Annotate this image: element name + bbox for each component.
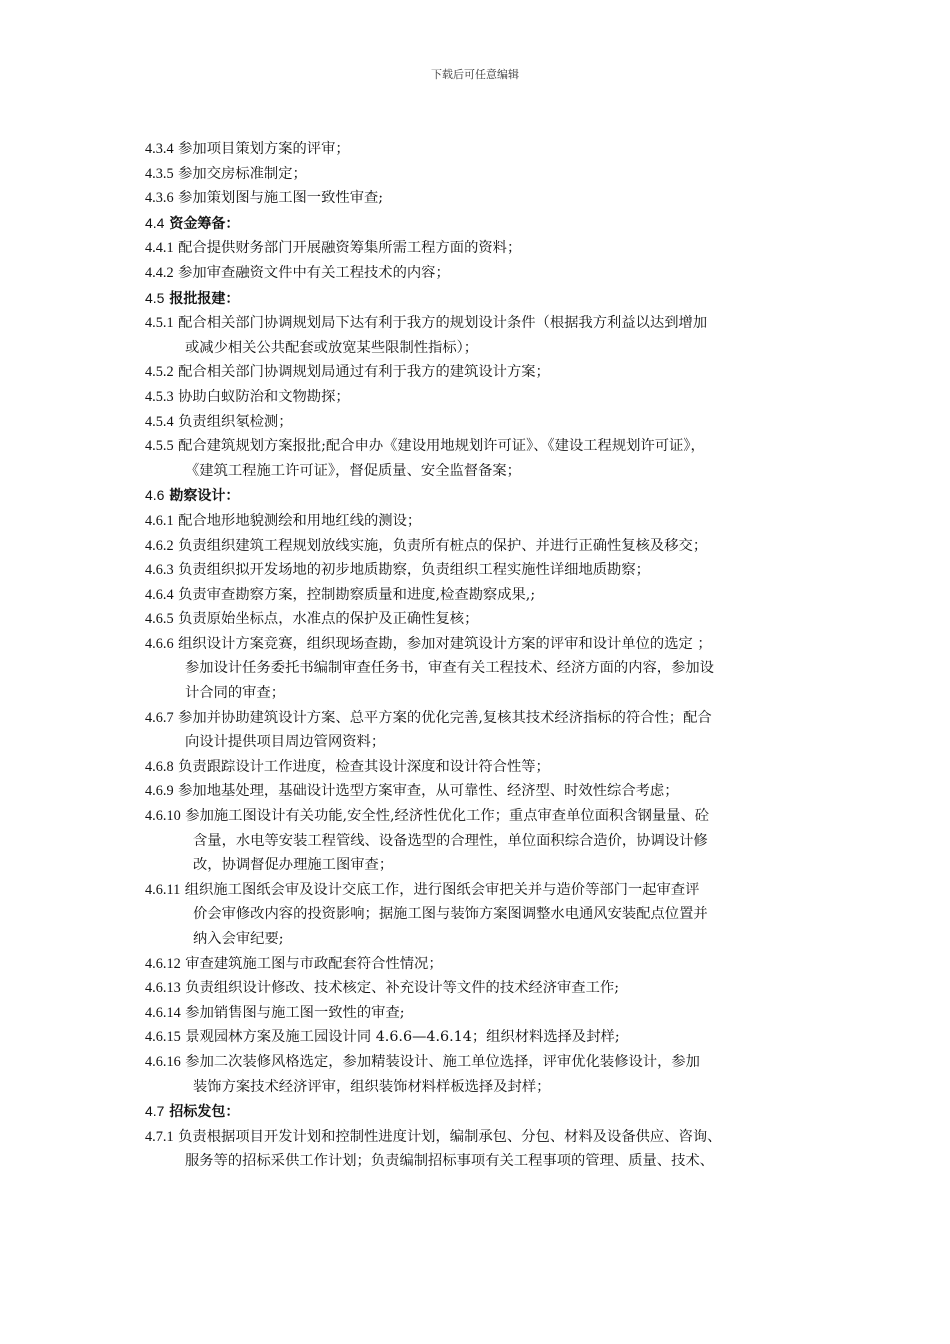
clause-number: 4.7: [145, 1103, 165, 1120]
clause-text: 负责组织氡检测；: [173, 413, 293, 430]
clause-item: [145, 236, 817, 261]
clause-text: 负责组织设计修改、技术核定、补充设计等文件的技术经济审查工作;: [180, 980, 620, 997]
clause-number: 4.5.4: [145, 413, 174, 430]
clause-item: [145, 607, 817, 632]
clause-number: 4.4.2: [145, 264, 174, 281]
section-heading: [145, 211, 817, 237]
clause-number: 4.6.7: [145, 709, 174, 726]
clause-number: 4.5.1: [145, 315, 174, 332]
clause-text: 负责原始坐标点，水准点的保护及正确性复核；: [173, 611, 479, 628]
clause-text: 审查建筑施工图与市政配套符合性情况；: [180, 955, 443, 972]
clause-text: 负责跟踪设计工作进度，检查其设计深度和设计符合性等；: [173, 758, 550, 775]
clause-continuation: 参加设计任务委托书编制审查任务书，审查有关工程技术、经济方面的内容，参加设: [185, 660, 714, 677]
document-body: [145, 137, 817, 1174]
clause-text: 资金筹备：: [164, 215, 240, 232]
clause-text: 招标发包：: [164, 1104, 240, 1121]
clause-item: [145, 1025, 817, 1050]
clause-number: 4.6.11: [145, 881, 181, 898]
clause-item: [145, 632, 817, 657]
clause-continuation: 服务等的招标采供工作计划；负责编制招标事项有关工程事项的管理、质量、技术、: [185, 1153, 714, 1170]
clause-item: [145, 779, 817, 804]
clause-item: [145, 360, 817, 385]
clause-text: 参加二次装修风格选定，参加精装设计、施工单位选择，评审优化装修设计，参加: [180, 1053, 700, 1070]
clause-text: 参加销售图与施工图一致性的审查;: [180, 1004, 405, 1021]
clause-text: 配合地形地貌测绘和用地红线的测设；: [173, 512, 422, 529]
clause-number: 4.6.5: [145, 611, 174, 628]
clause-item: [145, 804, 817, 829]
clause-continuation: 或减少相关公共配套或放宽某些限制性指标）；: [185, 339, 479, 356]
clause-number: 4.6.16: [145, 1053, 181, 1070]
clause-item: [145, 385, 817, 410]
clause-continuation: 计合同的审查；: [185, 685, 286, 702]
clause-number: 4.7.1: [145, 1128, 174, 1145]
clause-number: 4.6.2: [145, 537, 174, 554]
clause-text: 参加项目策划方案的评审；: [173, 141, 350, 157]
clause-text: 参加策划图与施工图一致性审查;: [173, 190, 384, 207]
clause-item: [145, 186, 817, 211]
clause-continuation: 《建筑工程施工许可证》，督促质量、安全监督备案；: [185, 462, 521, 479]
clause-text: 参加交房标准制定；: [173, 165, 307, 182]
clause-continuation: 装饰方案技术经济评审，组织装饰材料样板选择及封样；: [193, 1078, 551, 1095]
clause-text: 组织设计方案竞赛，组织现场查勘，参加对建筑设计方案的评审和设计单位的选定 ；: [173, 635, 712, 652]
clause-item: [145, 558, 817, 583]
clause-text: 参加审查融资文件中有关工程技术的内容；: [173, 264, 450, 281]
clause-item: [145, 976, 817, 1001]
clause-continuation: 向设计提供项目周边管网资料；: [185, 734, 386, 751]
clause-item: [145, 410, 817, 435]
clause-number: 4.6.6: [145, 635, 174, 652]
clause-number: 4.6: [145, 487, 165, 504]
clause-item: [145, 434, 817, 459]
clause-item: [145, 878, 817, 903]
clause-number: 4.6.8: [145, 758, 174, 775]
clause-number: 4.5.3: [145, 388, 174, 405]
section-heading: [145, 483, 817, 509]
clause-number: 4.6.13: [145, 980, 181, 997]
clause-text: 配合相关部门协调规划局通过有利于我方的建筑设计方案；: [173, 364, 550, 381]
clause-text: 负责组织建筑工程规划放线实施，负责所有桩点的保护、并进行正确性复核及移交；: [173, 537, 708, 554]
clause-text: 参加并协助建筑设计方案、总平方案的优化完善,复核其技术经济指标的符合性；配合: [173, 709, 712, 726]
clause-item: [145, 1001, 817, 1026]
clause-continuation: 改，协调督促办理施工图审查；: [193, 857, 394, 874]
clause-item: [145, 261, 817, 286]
clause-item: [145, 162, 817, 187]
clause-text: 组织施工图纸会审及设计交底工作，进行图纸会审把关并与造价等部门一起审查评: [180, 881, 700, 898]
clause-number: 4.6.9: [145, 783, 174, 800]
clause-number: 4.6.14: [145, 1004, 181, 1021]
clause-text: 负责审查勘察方案，控制勘察质量和进度,检查勘察成果,;: [173, 586, 536, 603]
clause-item: [145, 534, 817, 559]
clause-item: [145, 1125, 817, 1150]
clause-item: [145, 1050, 817, 1075]
clause-number: 4.6.12: [145, 955, 181, 972]
clause-continuation: 纳入会审纪要;: [193, 931, 284, 947]
clause-item: [145, 137, 817, 162]
clause-text: 协助白蚁防治和文物勘探；: [173, 388, 350, 405]
page-header: 下载后可任意编辑: [431, 68, 519, 81]
clause-number: 4.6.1: [145, 512, 174, 529]
clause-item: [145, 755, 817, 780]
clause-number: 4.4.1: [145, 240, 174, 257]
clause-text: 参加施工图设计有关功能,安全性,经济性优化工作；重点审查单位面积含钢量量、砼: [180, 808, 710, 825]
clause-continuation: 含量，水电等安装工程管线、设备选型的合理性，单位面积综合造价，协调设计修: [193, 832, 708, 849]
clause-number: 4.4: [145, 214, 165, 231]
clause-text: 配合提供财务部门开展融资筹集所需工程方面的资料；: [173, 240, 522, 257]
clause-text: 配合相关部门协调规划局下达有利于我方的规划设计条件（根据我方利益以达到增加: [173, 315, 708, 332]
clause-number: 4.5.2: [145, 364, 174, 381]
clause-text: 参加地基处理，基础设计选型方案审查，从可靠性、经济型、时效性综合考虑；: [173, 783, 679, 800]
clause-text: 景观园林方案及施工园设计同 4.6.6—4.6.14；组织材料选择及封样;: [180, 1029, 620, 1046]
clause-number: 4.6.3: [145, 562, 174, 579]
clause-number: 4.3.5: [145, 165, 174, 182]
clause-item: [145, 952, 817, 977]
clause-continuation: 价会审修改内容的投资影响；据施工图与装饰方案图调整水电通风安装配点位置并: [193, 906, 708, 923]
clause-number: 4.3.6: [145, 190, 174, 207]
section-heading: [145, 286, 817, 312]
clause-text: 报批报建：: [164, 290, 240, 307]
section-heading: [145, 1099, 817, 1125]
clause-text: 负责根据项目开发计划和控制性进度计划，编制承包、分包、材料及设备供应、咨询、: [173, 1128, 722, 1145]
clause-number: 4.5: [145, 289, 165, 306]
clause-number: 4.6.4: [145, 586, 174, 603]
clause-number: 4.3.4: [145, 141, 174, 157]
clause-text: 勘察设计：: [164, 488, 240, 505]
clause-number: 4.5.5: [145, 438, 174, 455]
clause-number: 4.6.10: [145, 808, 181, 825]
clause-item: [145, 509, 817, 534]
clause-text: 负责组织拟开发场地的初步地质勘察，负责组织工程实施性详细地质勘察；: [173, 562, 650, 579]
clause-item: [145, 311, 817, 336]
clause-item: [145, 706, 817, 731]
clause-text: 配合建筑规划方案报批;配合申办《建设用地规划许可证》、《建设工程规划许可证》，: [173, 438, 705, 455]
clause-number: 4.6.15: [145, 1029, 181, 1046]
clause-item: [145, 583, 817, 608]
